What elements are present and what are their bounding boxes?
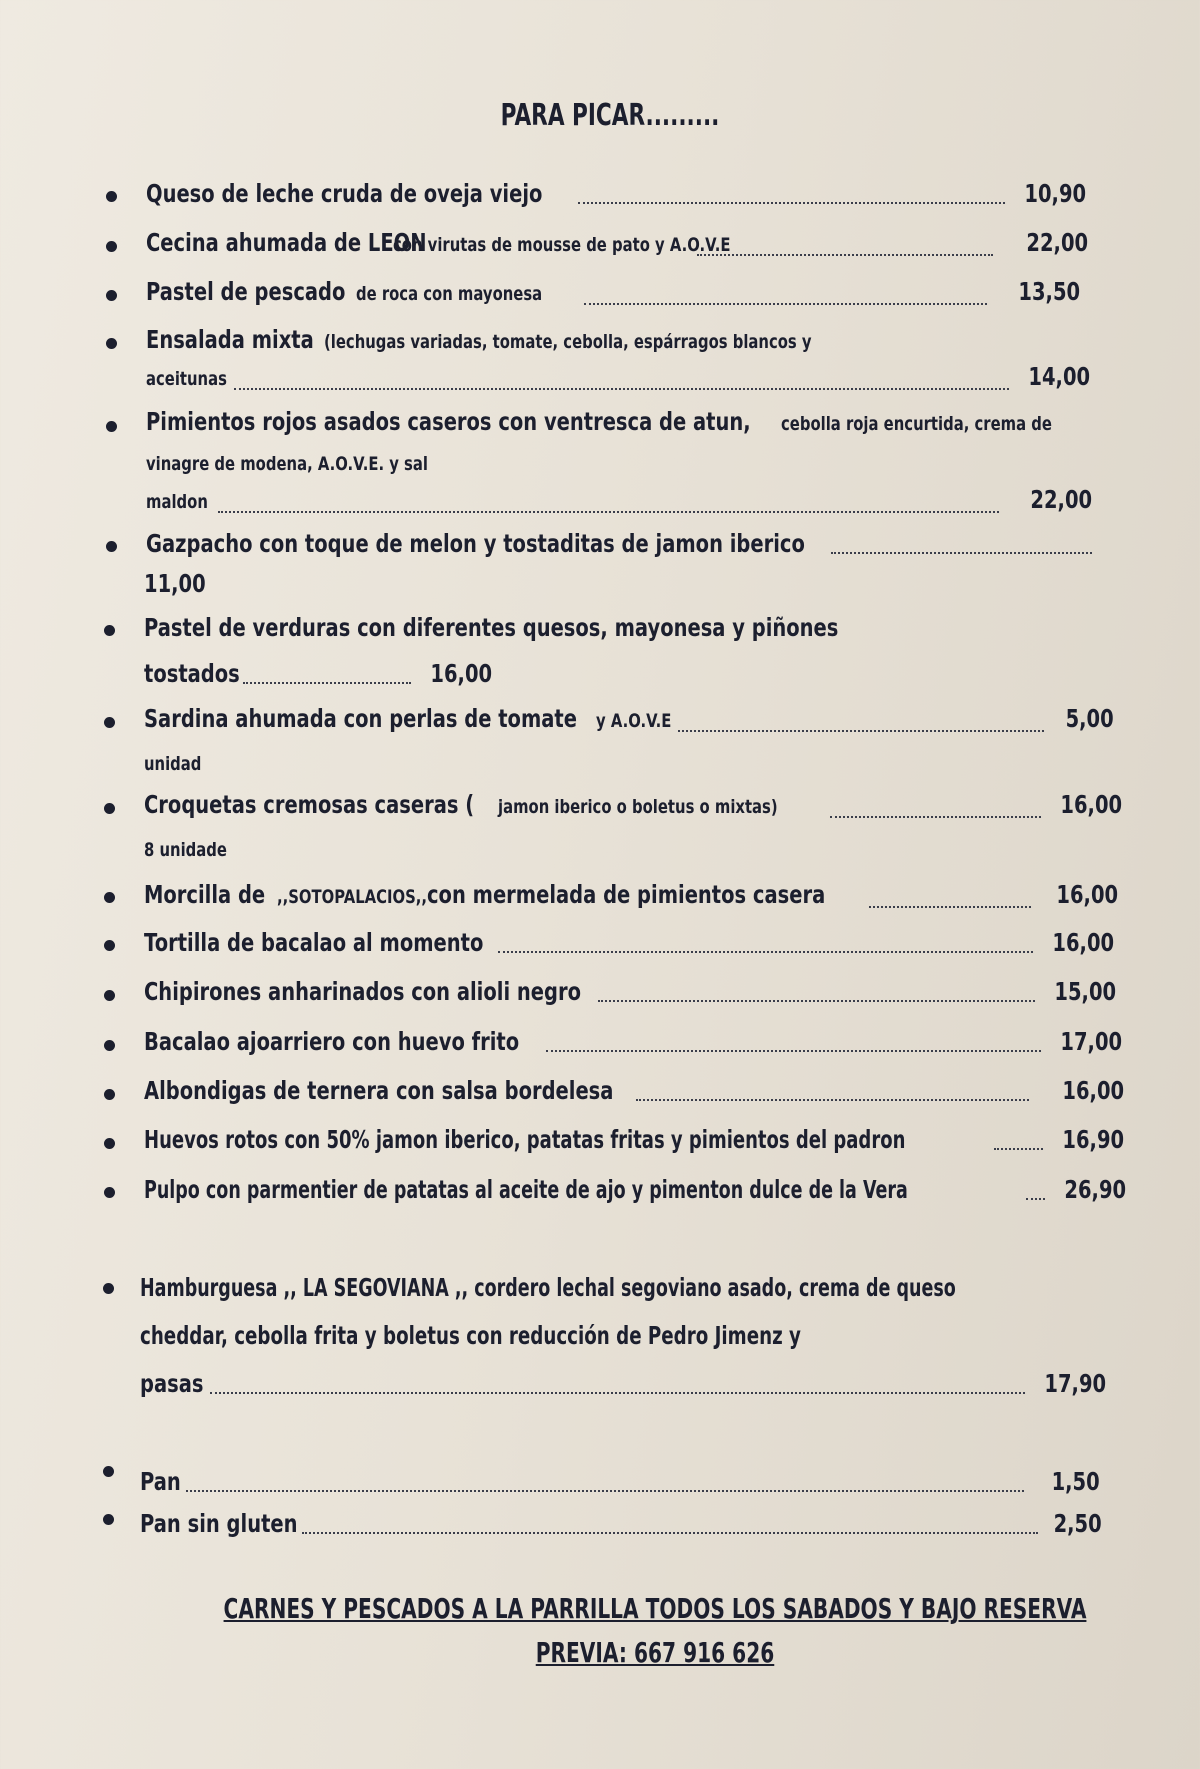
footer-grill-notice: CARNES Y PESCADOS A LA PARRILLA TODOS LOS SABADOS Y BAJO RESERVA [223,1592,1087,1625]
item-price: 16,90 [1062,1125,1124,1154]
section-title: PARA PICAR......... [500,98,720,133]
menu-item [140,1502,1102,1545]
item-name: Ensalada mixta [146,325,314,354]
item-name: Gazpacho con toque de melon y tostaditas de jamon iberico [146,529,805,558]
menu-item [146,221,1088,267]
menu-item [144,783,1122,829]
item-detail: aceitunas [146,368,227,390]
item-price: 16,00 [1062,1076,1124,1105]
bullet-icon [104,717,115,728]
item-name: Bacalao ajoarriero con huevo frito [144,1027,520,1056]
bullet-icon [104,1138,115,1149]
bullet-icon [106,290,117,301]
menu-item [144,697,1114,743]
item-price: 15,00 [1054,977,1116,1006]
item-price: 16,00 [1060,790,1122,819]
item-detail: jamon iberico o boletus o mixtas) [498,796,778,818]
item-detail: con virutas de mousse de pato y A.O.V.E [393,234,731,256]
item-price: 22,00 [1026,228,1088,257]
item-name: Tortilla de bacalao al momento [144,928,484,957]
menu-item-continued [146,478,1092,524]
bullet-icon [106,338,117,349]
item-price: 10,90 [1024,179,1086,208]
item-price: 11,00 [144,569,206,598]
menu-item [144,1168,1126,1211]
menu-item [144,1069,1124,1112]
item-name: Queso de leche cruda de oveja viejo [146,179,543,208]
item-name: Morcilla de [144,880,266,909]
menu-item [144,606,1034,649]
item-price: 1,50 [1051,1467,1100,1496]
leader-dots [830,816,1041,818]
leader-dots [546,1050,1041,1052]
bullet-icon [103,1514,114,1525]
item-name: Pastel de pescado [146,277,346,306]
item-name: Huevos rotos con 50% jamon iberico, patatas fritas y pimientos del padron [144,1125,906,1154]
bullet-icon [106,421,117,432]
item-name: pasas [140,1369,204,1398]
bullet-icon [104,803,115,814]
item-name: cheddar, cebolla frita y boletus con reducción de Pedro Jimenz y [140,1321,801,1350]
item-detail: vinagre de modena, A.O.V.E. y sal [146,453,428,475]
menu-item [146,270,1080,316]
leader-dots [831,552,1092,554]
item-price: 16,00 [1052,928,1114,957]
bullet-icon [104,625,115,636]
leader-dots [584,303,987,305]
item-unit: 8 unidade [144,839,227,861]
item-detail: y A.O.V.E [596,710,672,732]
leader-dots [498,951,1033,953]
item-price: 14,00 [1028,362,1090,391]
item-line [144,562,223,605]
menu-item [144,873,1118,919]
leader-dots [578,202,1005,204]
item-name: Hamburguesa ,, LA SEGOVIANA ,, cordero lechal segoviano asado, crema de queso [140,1273,956,1302]
item-name: Pastel de verduras con diferentes quesos, mayonesa y piñones [144,613,839,642]
item-line [144,740,218,786]
item-detail: de roca con mayonesa [356,283,543,305]
item-name: Pan sin gluten [140,1509,298,1538]
bullet-icon [106,241,117,252]
item-name: Pulpo con parmentier de patatas al aceite de ajo y pimenton dulce de la Vera [144,1175,908,1204]
menu-item [144,1020,1122,1063]
item-price: 26,90 [1064,1175,1126,1204]
bullet-icon [104,940,115,951]
menu-item [144,921,1114,964]
item-name: Sardina ahumada con perlas de tomate [144,704,577,733]
item-name: con mermelada de pimientos casera [427,880,826,909]
item-name: Cecina ahumada de LEON [146,228,427,257]
leader-dots [678,730,1044,732]
item-name: tostados [144,659,240,688]
menu-item [146,172,1086,215]
leader-dots [302,1532,1038,1534]
item-price: 22,00 [1030,485,1092,514]
leader-dots [598,1000,1035,1002]
item-name: Pan [140,1467,181,1496]
item-price: 5,00 [1065,704,1114,733]
bullet-icon [104,1089,115,1100]
menu-item [144,970,1116,1013]
menu-item-continued [146,355,1090,401]
item-detail: maldon [146,491,208,513]
leader-dots [697,254,993,256]
item-price: 13,50 [1018,277,1080,306]
leader-dots [186,1490,1024,1492]
bullet-icon [104,892,115,903]
item-line [144,826,250,872]
leader-dots [1026,1198,1045,1200]
item-detail: cebolla roja encurtida, crema de [781,413,1052,435]
leader-dots [636,1099,1029,1101]
menu-item-continued [144,652,492,695]
bullet-icon [106,541,117,552]
menu-item [140,1266,1200,1309]
menu-item [140,1460,1100,1503]
menu-item [146,522,1094,565]
menu-item [144,1118,1124,1161]
item-name: Croquetas cremosas caseras ( [144,790,475,819]
item-line [140,1314,1045,1357]
item-detail: (lechugas variadas, tomate, cebolla, espárragos blancos y [324,331,812,353]
leader-dots [994,1148,1043,1150]
item-name: Albondigas de ternera con salsa bordelesa [144,1076,614,1105]
bullet-icon [103,1283,114,1294]
item-price: 16,00 [1056,880,1118,909]
leader-dots [234,388,1009,390]
item-detail: ,,SOTOPALACIOS,, [277,886,428,908]
leader-dots [218,511,999,513]
item-price: 17,00 [1060,1027,1122,1056]
leader-dots [210,1392,1025,1394]
item-price: 17,90 [1044,1369,1106,1398]
bullet-icon [106,191,117,202]
item-name: Pimientos rojos asados caseros con ventresca de atun, [146,407,751,436]
footer-reservation-phone: PREVIA: 667 916 626 [535,1636,775,1669]
leader-dots [869,906,1031,908]
item-name: Chipirones anharinados con alioli negro [144,977,582,1006]
leader-dots [243,682,411,684]
item-price: 2,50 [1053,1509,1102,1538]
bullet-icon [104,1187,115,1198]
bullet-icon [104,1040,115,1051]
menu-item-continued [140,1362,1106,1405]
bullet-icon [104,990,115,1001]
bullet-icon [103,1466,114,1477]
item-price: 16,00 [430,659,492,688]
item-unit: unidad [144,753,202,775]
